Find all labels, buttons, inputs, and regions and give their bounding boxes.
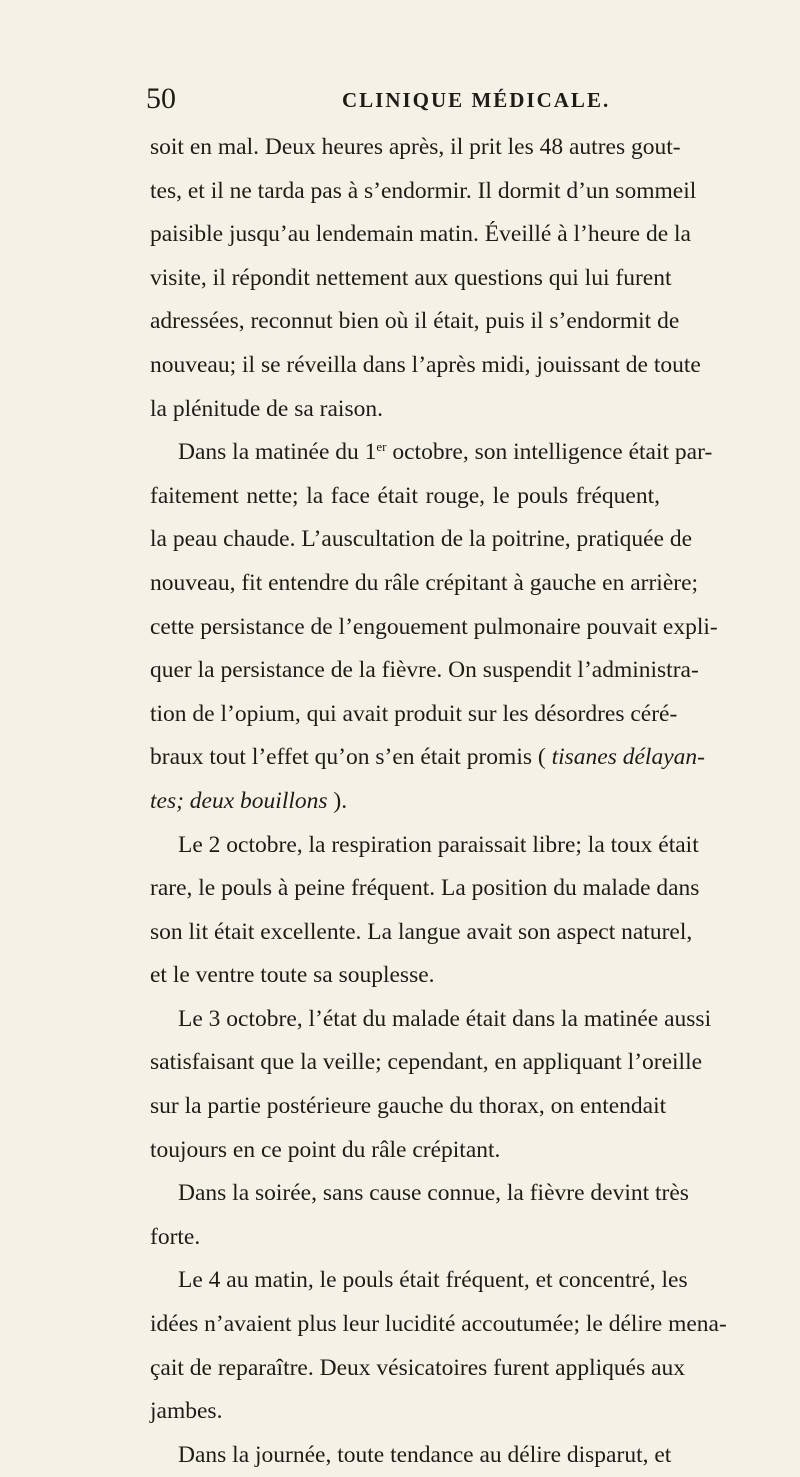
text-line: forte. bbox=[150, 1223, 201, 1250]
text-line: braux tout l’effet qu’on s’en était promis ( tisanes délayan- bbox=[150, 744, 705, 771]
text-line: tion de l’opium, qui avait produit sur les désordres céré- bbox=[150, 700, 678, 727]
text-line: jambes. bbox=[150, 1398, 223, 1425]
italic-text: tisanes délayan- bbox=[551, 744, 705, 771]
text-line: satisfaisant que la veille; cependant, en appliquant l’oreille bbox=[150, 1049, 703, 1076]
text-line: la peau chaude. L’auscultation de la poitrine, pratiquée de bbox=[150, 526, 693, 553]
superscript: er bbox=[376, 439, 387, 455]
text-line: son lit était excellente. La langue avait son aspect naturel, bbox=[150, 918, 693, 945]
text-line: tes; deux bouillons ). bbox=[150, 787, 348, 814]
text-line: çait de reparaître. Deux vésicatoires furent appliqués aux bbox=[150, 1354, 686, 1381]
text-line: quer la persistance de la fièvre. On suspendit l’administra- bbox=[150, 657, 699, 684]
paragraph-start-line: Dans la journée, toute tendance au délire disparut, et bbox=[178, 1441, 672, 1468]
text-line: tes, et il ne tarda pas à s’endormir. Il dormit d’un sommeil bbox=[150, 177, 697, 204]
running-head: CLINIQUE MÉDICALE. bbox=[342, 88, 611, 112]
italic-text: tes; deux bouillons bbox=[150, 787, 328, 814]
text-line: visite, il répondit nettement aux questions qui lui furent bbox=[150, 264, 672, 291]
text-line: nouveau; il se réveilla dans l’après midi, jouissant de toute bbox=[150, 351, 701, 378]
text-line: adressées, reconnut bien où il était, puis il s’endormit de bbox=[150, 308, 680, 335]
paragraph-start-line: Dans la soirée, sans cause connue, la fièvre devint très bbox=[178, 1180, 689, 1207]
paragraph-start-line: Le 4 au matin, le pouls était fréquent, et concentré, les bbox=[178, 1267, 688, 1294]
text-line: et le ventre toute sa souplesse. bbox=[150, 962, 435, 989]
text-line: rare, le pouls à peine fréquent. La position du malade dans bbox=[150, 875, 700, 902]
page-header bbox=[146, 82, 654, 116]
text-line: cette persistance de l’engouement pulmonaire pouvait expli- bbox=[150, 613, 718, 640]
text-line: la plénitude de sa raison. bbox=[150, 395, 383, 422]
text-line: sur la partie postérieure gauche du thorax, on entendait bbox=[150, 1093, 667, 1120]
paragraph-start-line: Le 2 octobre, la respiration paraissait libre; la toux était bbox=[178, 831, 699, 858]
text-line: soit en mal. Deux heures après, il prit les 48 autres gout- bbox=[150, 134, 681, 160]
text-line: faitement nette; la face était rouge, le pouls fréquent, bbox=[150, 482, 660, 509]
text-line: paisible jusqu’au lendemain matin. Éveillé à l’heure de la bbox=[150, 221, 691, 248]
body-text bbox=[150, 126, 727, 1477]
text-line: idées n’avaient plus leur lucidité accoutumée; le délire mena- bbox=[150, 1311, 727, 1338]
page-number: 50 bbox=[146, 82, 176, 115]
text-line: toujours en ce point du râle crépitant. bbox=[150, 1136, 501, 1163]
text-line: nouveau, fit entendre du râle crépitant à gauche en arrière; bbox=[150, 569, 699, 596]
paragraph-start-line: Le 3 octobre, l’état du malade était dans la matinée aussi bbox=[178, 1005, 712, 1032]
paragraph-start-line: Dans la matinée du 1er octobre, son intelligence était par- bbox=[178, 439, 713, 466]
